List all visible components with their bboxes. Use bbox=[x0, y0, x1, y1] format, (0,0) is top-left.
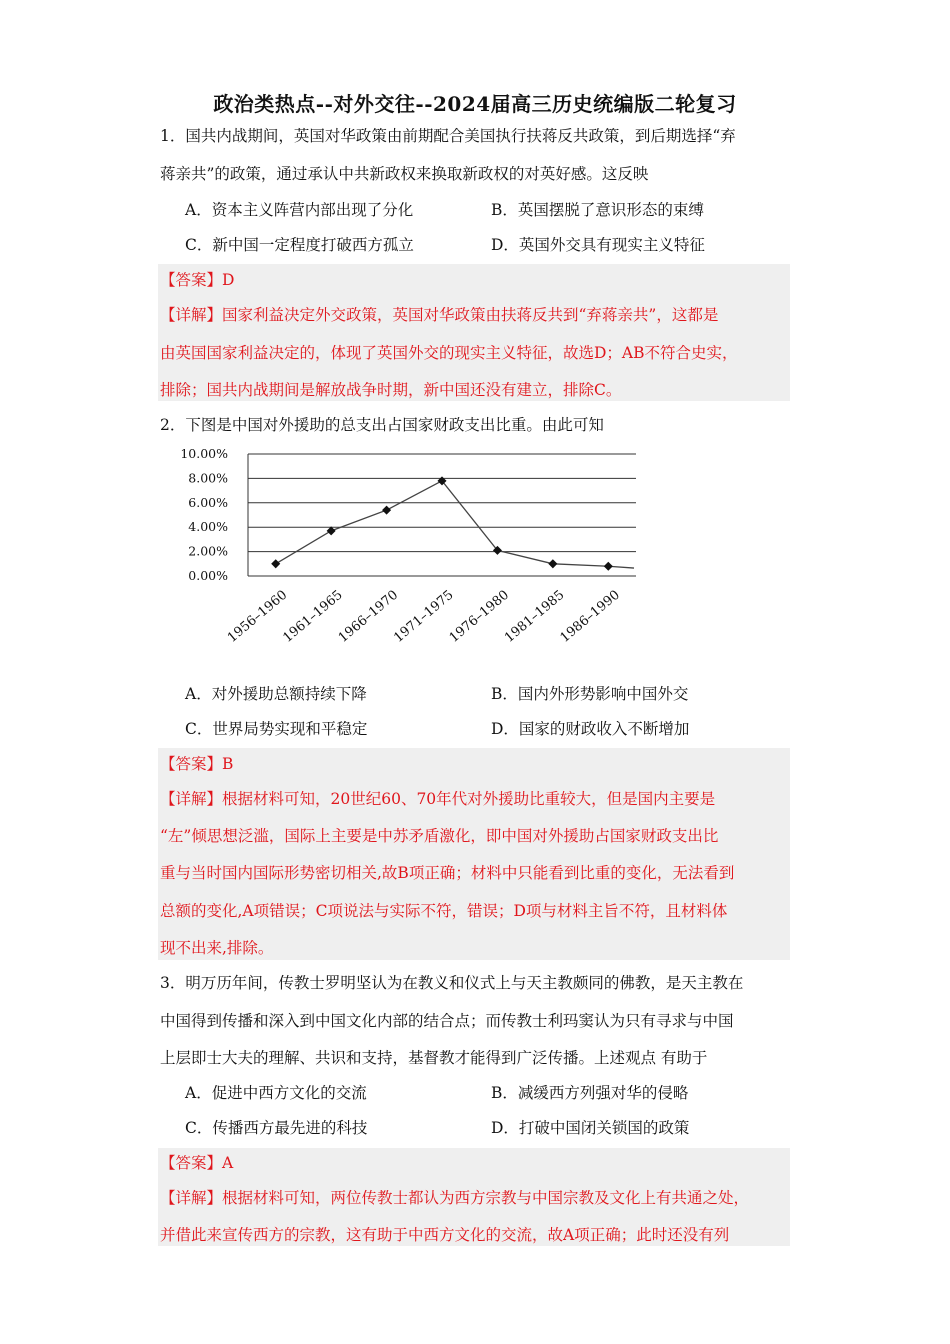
y-tick-label: 0.00% bbox=[188, 568, 228, 583]
q3-stem-line-1: 3．明万历年间，传教士罗明坚认为在教义和仪式上与天主教颇同的佛教，是天主教在 bbox=[160, 974, 744, 992]
q3-stem-line-3: 上层即士大夫的理解、共识和支持，基督教才能得到广泛传播。上述观点 有助于 bbox=[160, 1049, 708, 1067]
data-point bbox=[548, 559, 557, 568]
q2-answer: 【答案】B bbox=[160, 755, 234, 773]
series-line bbox=[276, 481, 634, 568]
q1-answer: 【答案】D bbox=[160, 271, 235, 289]
y-tick-label: 8.00% bbox=[188, 470, 228, 486]
q3-option-a: A．促进中西方文化的交流 bbox=[185, 1084, 367, 1102]
q2-stem-line-1: 2．下图是中国对外援助的总支出占国家财政支出比重。由此可知 bbox=[160, 416, 604, 434]
q1-option-a: A．资本主义阵营内部出现了分化 bbox=[185, 201, 414, 219]
q1-stem-line-1: 1．国共内战期间，英国对华政策由前期配合美国执行扶蒋反共政策，到后期选择“弃 bbox=[160, 127, 736, 145]
q2-detail-line-3: 重与当时国内国际形势密切相关,故B项正确；材料中只能看到比重的变化，无法看到 bbox=[160, 864, 735, 882]
q1-detail-line-2: 由英国国家利益决定的，体现了英国外交的现实主义特征，故选D；AB不符合史实， bbox=[160, 344, 738, 362]
x-tick-label: 1986–1990 bbox=[557, 587, 623, 646]
q3-answer: 【答案】A bbox=[160, 1154, 234, 1172]
aid-ratio-line-chart bbox=[178, 440, 648, 665]
q3-stem-line-2: 中国得到传播和深入到中国文化内部的结合点；而传教士利玛窦认为只有寻求与中国 bbox=[160, 1012, 734, 1030]
y-tick-label: 4.00% bbox=[188, 519, 228, 535]
q3-detail-line-1: 【详解】根据材料可知，两位传教士都认为西方宗教与中国宗教及文化上有共通之处， bbox=[160, 1189, 750, 1207]
q2-option-a: A．对外援助总额持续下降 bbox=[185, 685, 367, 703]
q3-option-b: B．减缓西方列强对华的侵略 bbox=[491, 1084, 689, 1102]
q2-detail-line-2: “左”倾思想泛滥，国际上主要是中苏矛盾激化，即中国对外援助占国家财政支出比 bbox=[160, 827, 719, 845]
x-tick-label: 1976–1980 bbox=[446, 587, 512, 646]
y-tick-label: 10.00% bbox=[180, 446, 228, 461]
x-tick-label: 1961–1965 bbox=[280, 587, 346, 646]
data-point bbox=[604, 562, 613, 571]
x-tick-label: 1971–1975 bbox=[391, 587, 457, 646]
q1-option-d: D．英国外交具有现实主义特征 bbox=[491, 236, 705, 254]
x-tick-label: 1981–1985 bbox=[502, 587, 568, 646]
q1-stem-line-2: 蒋亲共”的政策，通过承认中共新政权来换取新政权的对英好感。这反映 bbox=[160, 165, 649, 183]
q2-answer-block bbox=[158, 748, 790, 960]
x-tick-label: 1966–1970 bbox=[335, 587, 402, 646]
q3-detail-line-2: 并借此来宣传西方的宗教，这有助于中西方文化的交流，故A项正确；此时还没有列 bbox=[160, 1226, 730, 1244]
q1-option-b: B．英国摆脱了意识形态的束缚 bbox=[491, 201, 704, 219]
q2-detail-line-5: 现不出来,排除。 bbox=[160, 939, 274, 957]
q3-option-c: C．传播西方最先进的科技 bbox=[185, 1119, 368, 1137]
q2-detail-line-1: 【详解】根据材料可知，20世纪60、70年代对外援助比重较大，但是国内主要是 bbox=[160, 790, 716, 808]
q1-option-c: C．新中国一定程度打破西方孤立 bbox=[185, 236, 414, 254]
x-tick-label: 1956–1960 bbox=[224, 587, 291, 646]
q1-detail-line-1: 【详解】国家利益决定外交政策，英国对华政策由扶蒋反共到“弃蒋亲共”，这都是 bbox=[160, 306, 719, 324]
q3-option-d: D．打破中国闭关锁国的政策 bbox=[491, 1119, 690, 1137]
y-tick-label: 6.00% bbox=[188, 494, 228, 510]
q2-detail-line-4: 总额的变化,A项错误；C项说法与实际不符，错误；D项与材料主旨不符，且材料体 bbox=[160, 902, 728, 920]
q2-option-d: D．国家的财政收入不断增加 bbox=[491, 720, 690, 738]
data-point bbox=[271, 559, 280, 568]
page-title: 政治类热点--对外交往--2024届高三历史统编版二轮复习 bbox=[213, 92, 737, 116]
q1-detail-line-3: 排除；国共内战期间是解放战争时期，新中国还没有建立，排除C。 bbox=[160, 381, 622, 399]
q2-option-c: C．世界局势实现和平稳定 bbox=[185, 720, 368, 738]
data-point bbox=[382, 506, 391, 515]
y-tick-label: 2.00% bbox=[188, 543, 228, 559]
q2-option-b: B．国内外形势影响中国外交 bbox=[491, 685, 689, 703]
